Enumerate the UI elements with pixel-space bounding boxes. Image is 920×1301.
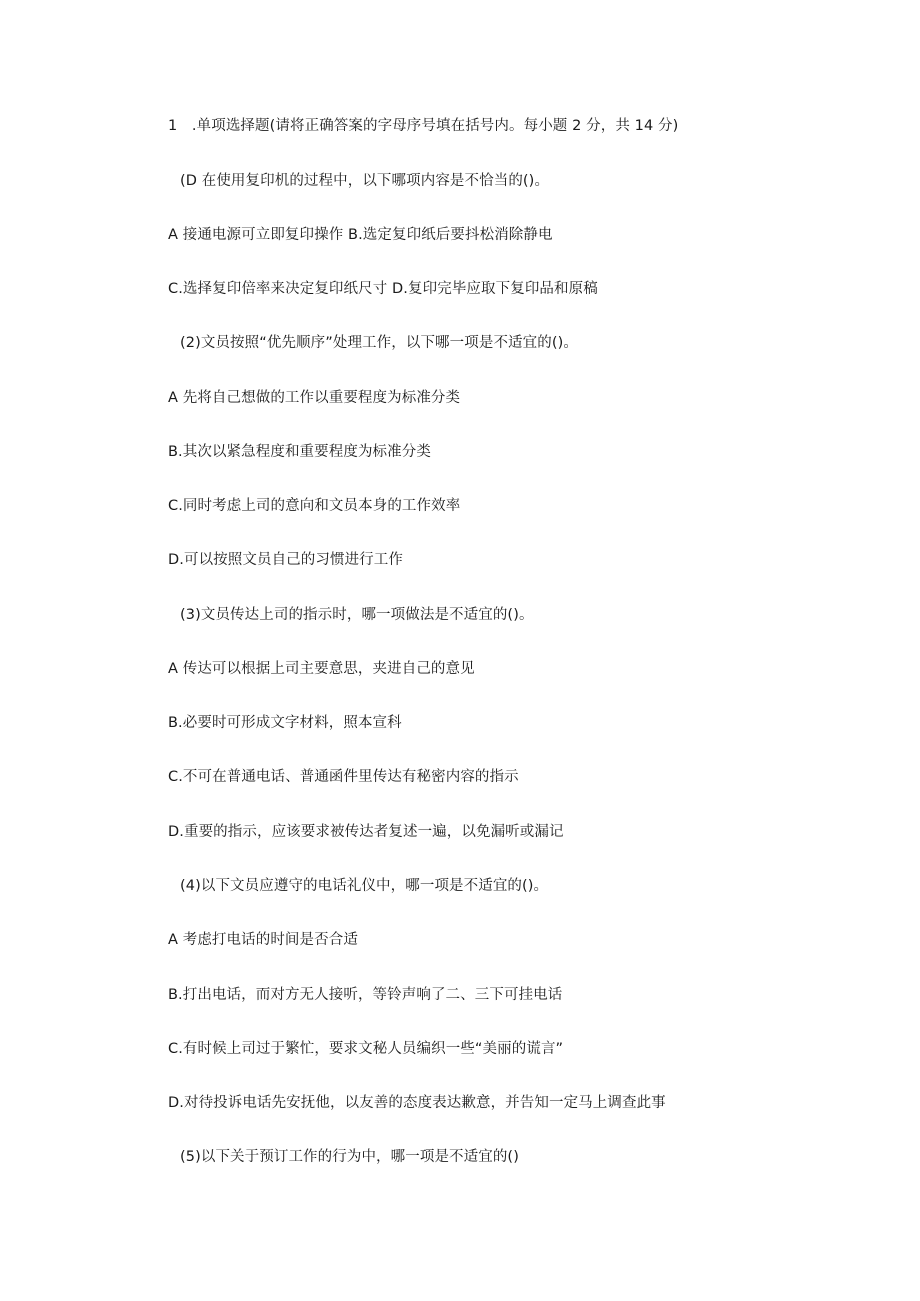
question-5: (5)以下关于预订工作的行为中，哪一项是不适宜的() bbox=[180, 1149, 519, 1165]
q4-option-b: B.打出电话，而对方无人接听，等铃声响了二、三下可挂电话 bbox=[168, 987, 563, 1003]
section-heading: 1 .单项选择题(请将正确答案的字母序号填在括号内。每小题 2 分，共 14 分) bbox=[168, 118, 679, 134]
question-3: (3)文员传达上司的指示时，哪一项做法是不适宜的()。 bbox=[180, 607, 534, 623]
q4-option-d: D.对待投诉电话先安抚他，以友善的态度表达歉意，并告知一定马上调查此事 bbox=[168, 1095, 666, 1111]
q2-option-a: A 先将自己想做的工作以重要程度为标准分类 bbox=[168, 390, 461, 406]
q1-options-cd: C.选择复印倍率来决定复印纸尺寸 D.复印完毕应取下复印品和原稿 bbox=[168, 281, 598, 297]
question-4: (4)以下文员应遵守的电话礼仪中，哪一项是不适宜的()。 bbox=[180, 878, 549, 894]
q1-options-ab: A 接通电源可立即复印操作 B.选定复印纸后要抖松消除静电 bbox=[168, 227, 553, 243]
q2-option-b: B.其次以紧急程度和重要程度为标准分类 bbox=[168, 444, 431, 460]
question-2: (2)文员按照“优先顺序”处理工作，以下哪一项是不适宜的()。 bbox=[180, 335, 578, 351]
q4-option-c: C.有时候上司过于繁忙，要求文秘人员编织一些“美丽的谎言” bbox=[168, 1041, 564, 1057]
q3-option-a: A 传达可以根据上司主要意思，夹进自己的意见 bbox=[168, 661, 475, 677]
q3-option-c: C.不可在普通电话、普通函件里传达有秘密内容的指示 bbox=[168, 769, 519, 785]
q3-option-d: D.重要的指示，应该要求被传达者复述一遍，以免漏听或漏记 bbox=[168, 824, 564, 840]
q4-option-a: A 考虑打电话的时间是否合适 bbox=[168, 932, 358, 948]
q3-option-b: B.必要时可形成文字材料，照本宣科 bbox=[168, 715, 402, 731]
question-1: (D 在使用复印机的过程中，以下哪项内容是不恰当的()。 bbox=[180, 173, 550, 189]
q2-option-c: C.同时考虑上司的意向和文员本身的工作效率 bbox=[168, 498, 461, 514]
q2-option-d: D.可以按照文员自己的习惯进行工作 bbox=[168, 552, 403, 568]
